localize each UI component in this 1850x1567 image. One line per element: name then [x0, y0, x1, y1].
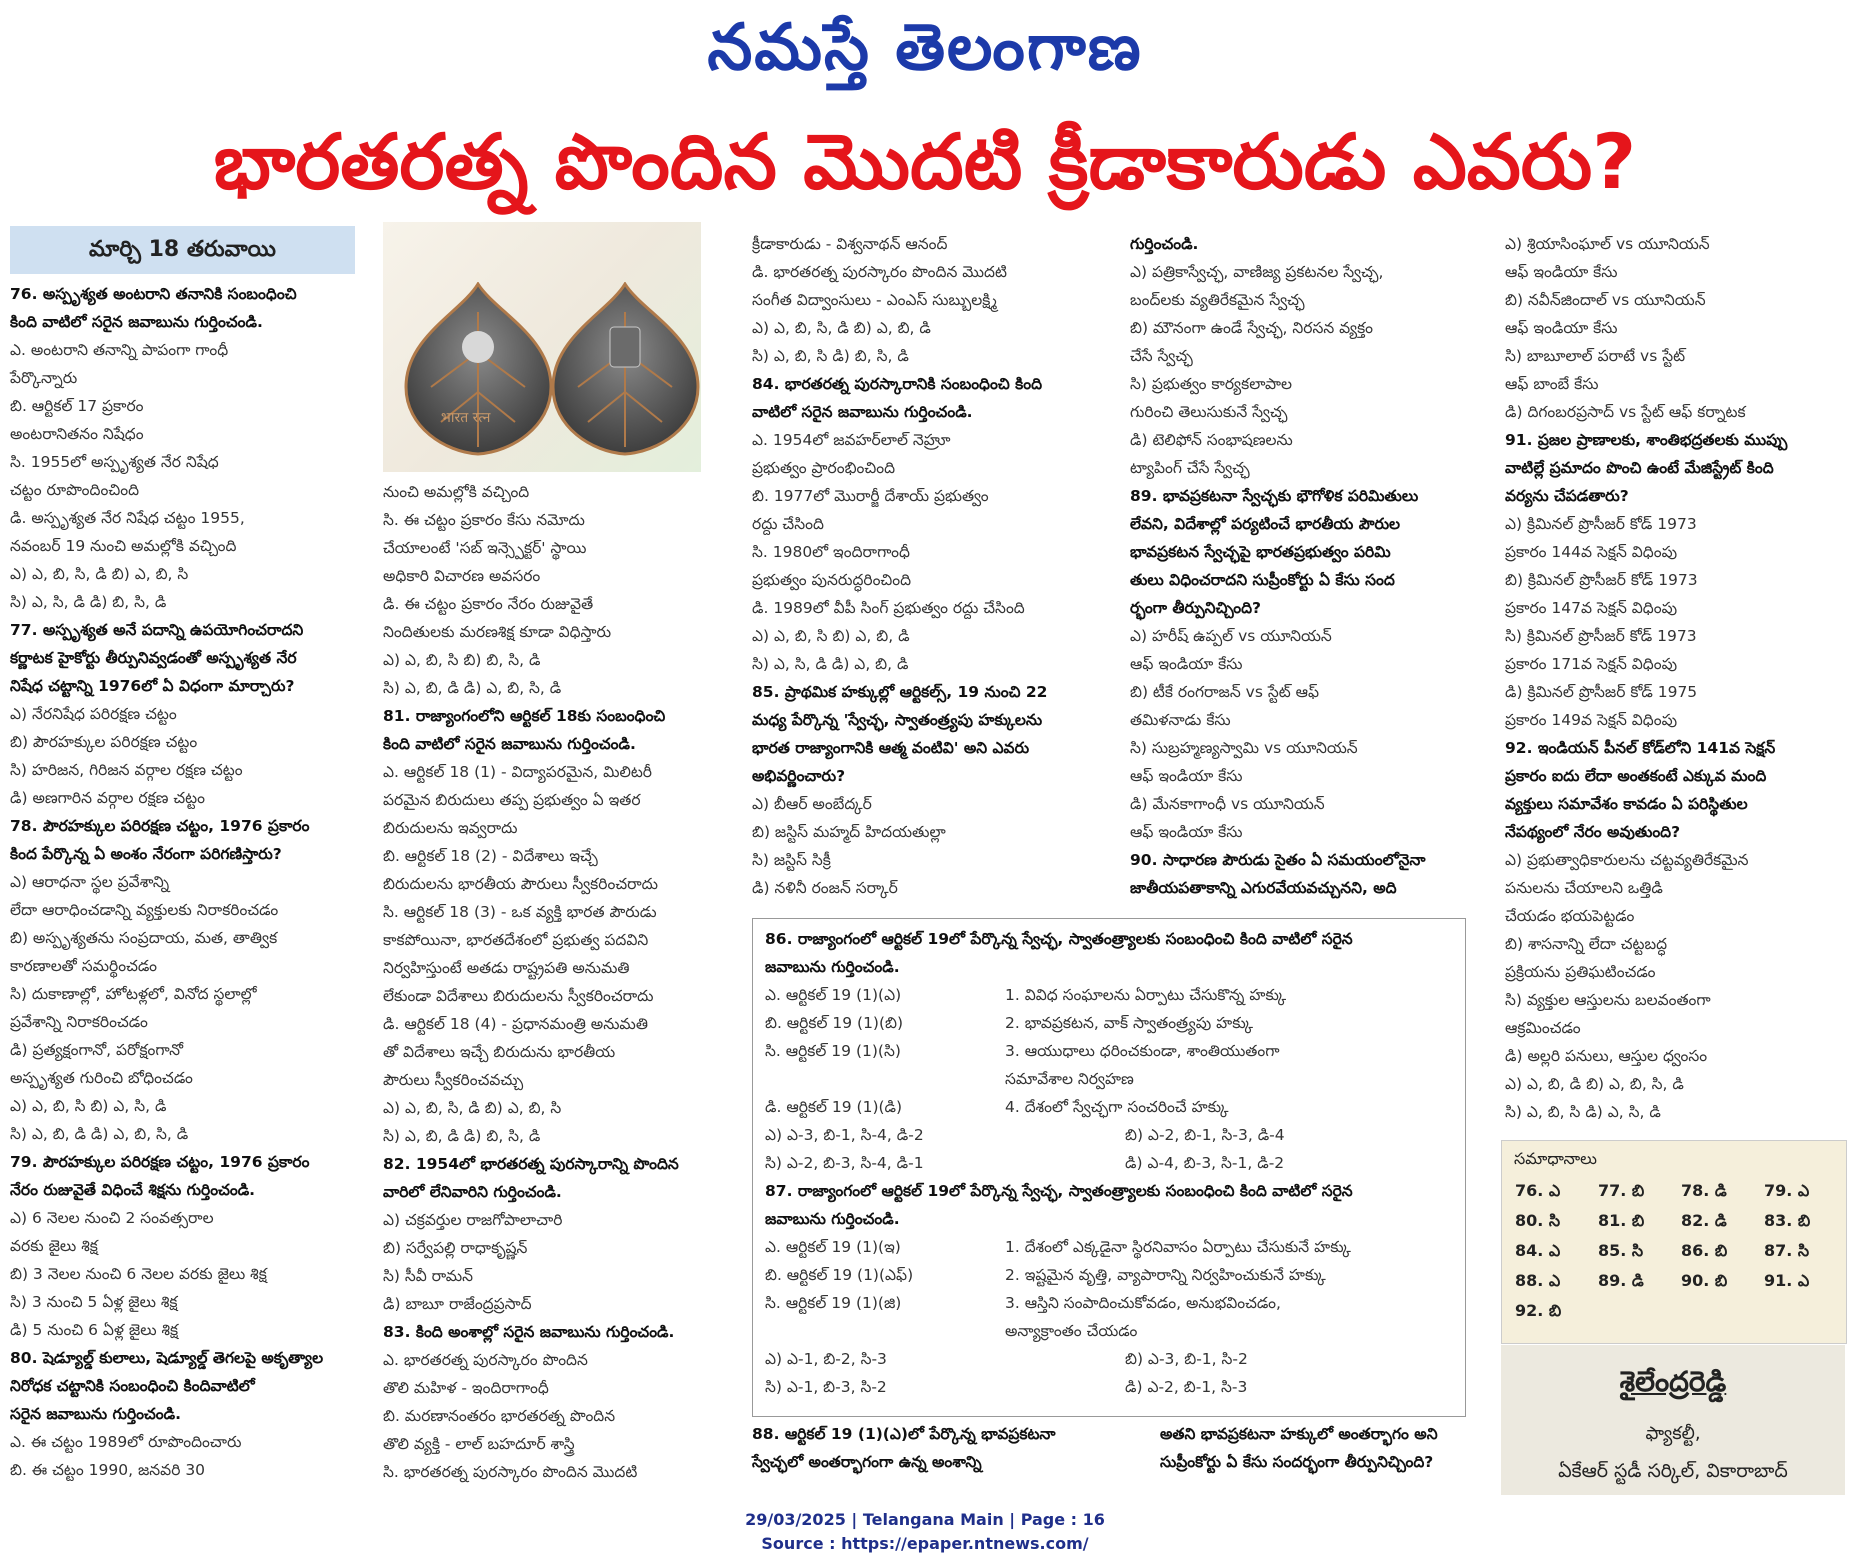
option-text: ఎ) ఎ, బి, సి, డి బి) ఎ, బి, సి: [383, 1099, 562, 1117]
option-text: ప్రభుత్వం ప్రారంభించింది: [752, 459, 896, 477]
option-text: డి) క్రిమినల్ ప్రొసీజర్ కోడ్ 1975: [1505, 683, 1698, 701]
answer-row: [1514, 1296, 1846, 1326]
question-text: అభివర్ణించారు?: [752, 767, 846, 785]
question-text: అతని భావప్రకటనా హక్కులో అంతర్భాగం అని: [1160, 1425, 1438, 1443]
option-text: డి) బాబూ రాజేంద్రప్రసాద్: [383, 1295, 532, 1313]
option-text: డి) మేనకాగాంధీ vs యూనియన్: [1130, 795, 1325, 813]
option-row: [765, 1121, 1455, 1149]
option-text: బి) టీకే రంగరాజన్ vs స్టేట్ ఆఫ్: [1130, 683, 1319, 701]
option-text: సి) బాబూలాల్ పరాటే vs స్టేట్: [1505, 347, 1686, 365]
option-text: సి) జస్టిస్ సిక్రీ: [752, 851, 831, 869]
option-text: బి. ఈ చట్టం 1990, జనవరి 30: [10, 1461, 206, 1479]
option-text: డి) ప్రత్యక్షంగానో, పరోక్షంగానో: [10, 1041, 184, 1059]
option-text: క్రీడాకారుడు - విశ్వనాథన్ ఆనంద్: [752, 235, 948, 253]
answer-row: [1514, 1236, 1846, 1266]
option-text: డి. అస్పృశ్యత నేర నిషేధ చట్టం 1955,: [10, 509, 245, 527]
option-text: ఎ. ఈ చట్టం 1989లో రూపొందించారు: [10, 1433, 242, 1451]
option-text: నిందితులకు మరణశిక్ష కూడా విధిస్తారు: [383, 623, 612, 641]
option-text: సి) ఎ, సి, డి డి) బి, సి, డి: [10, 593, 167, 611]
option-text: ప్రక్రియను ప్రతిఘటించడం: [1505, 963, 1656, 981]
option-cell: [1125, 1121, 1445, 1149]
question-text: 87. రాజ్యాంగంలో ఆర్టికల్ 19లో పేర్కొన్న స్వేచ్ఛ, స్వాతంత్ర్యాలకు సంబంధించి కింది వాటిలో సరైన: [765, 1182, 1353, 1200]
option-text: బి) నవీన్‌జిందాల్ vs యూనియన్: [1505, 291, 1706, 309]
option-text: ఆఫ్ ఇండియా కేసు: [1505, 319, 1618, 337]
option-text: సి. ఈ చట్టం ప్రకారం కేసు నమోదు: [383, 511, 585, 529]
page-headline: భారతరత్న పొందిన మొదటి క్రీడాకారుడు ఎవరు?: [213, 117, 1637, 206]
option-text: డి. ఆర్టికల్ 18 (4) - ప్రధానమంత్రి అనుమతి: [383, 1015, 648, 1033]
question-text: 90. సాధారణ పౌరుడు సైతం ఏ సమయంలోనైనా: [1130, 851, 1426, 869]
match-item: సమావేశాల నిర్వహణ: [1005, 1070, 1134, 1088]
matching-right-column: [1005, 1233, 1445, 1345]
option-text: ఎ) ఎ, బి, సి, డి బి) ఎ, బి, డి: [752, 319, 931, 337]
option-text: ఎ. 1954లో జవహర్‌లాల్ నెహ్రూ: [752, 431, 951, 449]
answer-cell: 80. సి: [1515, 1211, 1561, 1230]
match-item: 1. వివిధ సంఘాలను ఏర్పాటు చేసుకొన్న హక్కు: [1005, 986, 1287, 1004]
option-text: పరమైన బిరుదులు తప్ప ప్రభుత్వం ఏ ఇతర: [383, 791, 641, 809]
option-text: ప్రవేశాన్ని నిరాకరించడం: [10, 1013, 148, 1031]
question-text: కింది వాటిలో సరైన జవాబును గుర్తించండి.: [383, 735, 636, 753]
option-text: సి) సుబ్రహ్మణ్యస్వామి vs యూనియన్: [1130, 739, 1358, 757]
match-item: 2. ఇష్టమైన వృత్తి, వ్యాపారాన్ని నిర్వహించుకునే హక్కు: [1005, 1266, 1326, 1284]
option-text: బి. ఆర్టికల్ 17 ప్రకారం: [10, 397, 144, 415]
option-text: ఎ) ఎ-1, బి-2, సి-3: [765, 1350, 887, 1368]
matching-columns: [765, 981, 1455, 1121]
option-text: ఆఫ్ ఇండియా కేసు: [1505, 263, 1618, 281]
matching-right-column: [1005, 981, 1445, 1121]
author-organization: ఏకేఆర్ స్టడీ సర్కిల్, వికారాబాద్: [1558, 1460, 1788, 1482]
option-text: సి. 1980లో ఇందిరాగాంధీ: [752, 543, 910, 561]
answer-cell: 87. సి: [1764, 1241, 1810, 1260]
option-text: డి. ఈ చట్టం ప్రకారం నేరం రుజువైతే: [383, 595, 594, 613]
option-text: బి) సర్వేపల్లి రాధాకృష్ణన్: [383, 1239, 528, 1257]
option-text: సి) ఎ, బి, డి డి) బి, సి, డి: [383, 1127, 541, 1145]
option-text: బి. 1977లో మొరార్జీ దేశాయ్ ప్రభుత్వం: [752, 487, 989, 505]
match-item: [765, 1065, 1005, 1093]
option-text: బి) జస్టిస్ మహ్మద్ హిదయతుల్లా: [752, 823, 946, 841]
option-text: ఆక్రమించడం: [1505, 1019, 1581, 1037]
match-item: అన్యాక్రాంతం చేయడం: [1005, 1322, 1138, 1340]
option-text: కారణాలతో సమర్థించడం: [10, 957, 157, 975]
footer-date-edition: 29/03/2025 | Telangana Main | Page : 16: [745, 1510, 1105, 1529]
matching-questions-box: [752, 918, 1466, 1417]
option-text: గురించి తెలుసుకునే స్వేచ్ఛ: [1130, 403, 1288, 421]
answer-cell: 82. డి: [1681, 1211, 1727, 1230]
answer-cell: 88. ఎ: [1515, 1271, 1561, 1290]
option-text: డి) నళినీ రంజన్ సర్కార్: [752, 879, 898, 897]
answer-key-title: సమాధానాలు: [1514, 1149, 1597, 1168]
option-text: బి) క్రిమినల్ ప్రొసీజర్ కోడ్ 1973: [1505, 571, 1698, 589]
option-text: ఎ. ఆర్టికల్ 18 (1) - విద్యాపరమైన, మిలిటరీ: [383, 763, 652, 781]
option-text: ఎ) ప్రభుత్వాధికారులను చట్టవ్యతిరేకమైన: [1505, 851, 1749, 869]
option-text: తొలి మహిళ - ఇందిరాగాంధీ: [383, 1379, 549, 1397]
option-text: రద్దు చేసింది: [752, 515, 824, 533]
option-text: ప్రకారం 144వ సెక్షన్ విధింపు: [1505, 543, 1678, 561]
question-text: 79. పౌరహక్కుల పరిరక్షణ చట్టం, 1976 ప్రకారం: [10, 1153, 310, 1171]
footer-source-link[interactable]: Source : https://epaper.ntnews.com/: [761, 1534, 1089, 1553]
option-text: ప్రకారం 171వ సెక్షన్ విధింపు: [1505, 655, 1678, 673]
question-text: జవాబును గుర్తించండి.: [765, 958, 900, 976]
option-text: సి) హరిజన, గిరిజన వర్గాల రక్షణ చట్టం: [10, 761, 243, 779]
question-text: నేరం రుజువైతే విధించే శిక్షను గుర్తించండి.: [10, 1181, 256, 1199]
answer-cell: 79. ఎ: [1764, 1181, 1810, 1200]
answer-key-box: [1501, 1140, 1847, 1344]
question-text: 84. భారతరత్న పురస్కారానికి సంబంధించి కింది: [752, 375, 1043, 393]
question-text: భావప్రకటన స్వేచ్ఛపై భారతప్రభుత్వం పరిమి: [1130, 543, 1391, 561]
option-text: ఎ) 6 నెలల నుంచి 2 సంవత్సరాల: [10, 1209, 214, 1227]
option-text: సి) ప్రభుత్వం కార్యకలాపాల: [1130, 375, 1292, 393]
option-cell: [765, 1373, 1125, 1401]
option-text: ఎ) క్రిమినల్ ప్రొసీజర్ కోడ్ 1973: [1505, 515, 1697, 533]
question-text: నేపథ్యంలో నేరం అవుతుంది?: [1505, 823, 1681, 841]
option-text: సి) వ్యక్తుల ఆస్తులను బలవంతంగా: [1505, 991, 1711, 1009]
question-text: వారిలో లేనివారిని గుర్తించండి.: [383, 1183, 562, 1201]
column-3: [752, 230, 1102, 902]
option-text: సి. భారతరత్న పురస్కారం పొందిన మొదటి: [383, 1463, 638, 1481]
section-date-label: మార్చి 18 తరువాయి: [10, 226, 355, 274]
option-text: వరకు జైలు శిక్ష: [10, 1237, 98, 1255]
option-text: ఎ. అంటరాని తనాన్ని పాపంగా గాంధీ: [10, 341, 229, 359]
question-text: కర్ణాటక హైకోర్టు తీర్పునివ్వడంతో అస్పృశ్యత నేర: [10, 649, 297, 667]
answer-cell: [1680, 1296, 1763, 1326]
option-text: డి) ఎ-2, బి-1, సి-3: [1125, 1378, 1248, 1396]
answer-cell: 90. బి: [1681, 1271, 1728, 1290]
question-text: సరైన జవాబును గుర్తించండి.: [10, 1405, 181, 1423]
option-text: ప్రకారం 149వ సెక్షన్ విధింపు: [1505, 711, 1678, 729]
match-item: 1. దేశంలో ఎక్కడైనా స్థిరనివాసం ఏర్పాటు చేసుకునే హక్కు: [1005, 1238, 1351, 1256]
answer-cell: 78. డి: [1681, 1181, 1727, 1200]
option-text: ఎ) హరీష్ ఉప్పల్ vs యూనియన్: [1130, 627, 1332, 645]
matching-columns: [765, 1233, 1455, 1345]
answer-cell: 91. ఎ: [1764, 1271, 1810, 1290]
option-text: పౌరులు స్వీకరించవచ్చు: [383, 1071, 524, 1089]
question-text: జాతీయపతాకాన్ని ఎగురవేయవచ్చునని, అది: [1130, 879, 1397, 897]
option-text: బి. మరణానంతరం భారతరత్న పొందిన: [383, 1407, 616, 1425]
option-text: సి) సీవీ రామన్: [383, 1267, 474, 1285]
answer-row: [1514, 1206, 1846, 1236]
question-text: 85. ప్రాథమిక హక్కుల్లో ఆర్టికల్స్, 19 నుంచి 22: [752, 683, 1048, 701]
question-text: ప్రకారం ఐదు లేదా అంతకంటే ఎక్కువ మంది: [1505, 767, 1767, 785]
option-text: బి) మౌనంగా ఉండే స్వేచ్ఛ, నిరసన వ్యక్తం: [1130, 319, 1374, 337]
option-text: ఎ) శ్రియాసింఘాల్ vs యూనియన్: [1505, 235, 1710, 253]
option-text: ఎ) ఎ, బి, సి, డి బి) ఎ, బి, సి: [10, 565, 189, 583]
option-text: నిర్వహిస్తుంటే అతడు రాష్ట్రపతి అనుమతి: [383, 959, 630, 977]
option-text: బి) 3 నెలల నుంచి 6 నెలల వరకు జైలు శిక్ష: [10, 1265, 267, 1283]
option-text: ఎ) ఆరాధనా స్థల ప్రవేశాన్ని: [10, 873, 170, 891]
medal-inscription: भारत रत्न: [441, 410, 491, 426]
option-text: తొలి వ్యక్తి - లాల్ బహదూర్ శాస్త్రి: [383, 1435, 575, 1453]
answer-cell: 83. బి: [1764, 1211, 1811, 1230]
answer-row: [1514, 1266, 1846, 1296]
question-text: వర్యను చేపడతారు?: [1505, 487, 1629, 505]
match-item: బి. ఆర్టికల్ 19 (1)(బి): [765, 1014, 904, 1032]
option-cell: [1125, 1373, 1445, 1401]
author-name: శైలేంద్రరెడ్డి: [1619, 1365, 1727, 1398]
question-text: 88. ఆర్టికల్ 19 (1)(ఎ)లో పేర్కొన్న భావప్రకటనా: [752, 1425, 1056, 1443]
option-text: ఎ) ఎ, బి, సి బి) ఎ, బి, డి: [752, 627, 910, 645]
option-text: బి) పౌరహక్కుల పరిరక్షణ చట్టం: [10, 733, 198, 751]
option-text: సి. 1955లో అస్పృశ్యత నేర నిషేధ: [10, 453, 219, 471]
column-1: [10, 280, 360, 1484]
option-text: ఎ) ఎ-3, బి-1, సి-4, డి-2: [765, 1126, 924, 1144]
question-text: భారత రాజ్యాంగానికి ఆత్మ వంటివి' అని ఎవరు: [752, 739, 1030, 757]
option-cell: [765, 1345, 1125, 1373]
option-text: ట్యాపింగ్ చేసే స్వేచ్ఛ: [1130, 459, 1250, 477]
option-text: బి) శాసనాన్ని లేదా చట్టబద్ధ: [1505, 935, 1668, 953]
option-text: ఎ) ఎ, బి, సి బి) ఎ, సి, డి: [10, 1097, 167, 1115]
option-text: ఎ) ఎ, బి, సి బి) బి, సి, డి: [383, 651, 541, 669]
question-text: 80. షెడ్యూల్డ్ కులాలు, షెడ్యూల్డ్ తెగలపై అకృత్యాల: [10, 1349, 324, 1367]
option-cell: [765, 1121, 1125, 1149]
question-text: 83. కింది అంశాల్లో సరైన జవాబును గుర్తించండి.: [383, 1323, 675, 1341]
question-text: 82. 1954లో భారతరత్న పురస్కారాన్ని పొందిన: [383, 1155, 679, 1173]
option-text: ప్రకారం 147వ సెక్షన్ విధింపు: [1505, 599, 1678, 617]
option-text: ఎ) పత్రికాస్వేచ్ఛ, వాణిజ్య ప్రకటనల స్వేచ్ఛ,: [1130, 263, 1384, 281]
question-text: గుర్తించండి.: [1130, 235, 1199, 253]
column-2: [383, 478, 733, 1486]
question-text: 76. అస్పృశ్యత అంటరాని తనానికి సంబంధించి: [10, 285, 297, 303]
option-text: బి. ఆర్టికల్ 18 (2) - విదేశాలు ఇచ్చే: [383, 847, 598, 865]
option-text: పేర్కొన్నారు: [10, 369, 78, 387]
question-text: స్వేచ్ఛలో అంతర్భాగంగా ఉన్న అంశాన్ని: [752, 1453, 982, 1471]
option-text: లేకుండా విదేశాలు బిరుదులను స్వీకరించరాదు: [383, 987, 654, 1005]
match-item: సి. ఆర్టికల్ 19 (1)(సి): [765, 1042, 901, 1060]
option-text: సి) ఎ, బి, సి డి) బి, సి, డి: [752, 347, 909, 365]
option-text: తమిళనాడు కేసు: [1130, 711, 1231, 729]
question-text: తులు విధించరాదని సుప్రీంకోర్టు ఏ కేసు సంద: [1130, 571, 1395, 589]
answer-cell: [1597, 1296, 1680, 1326]
question-text: సుప్రీంకోర్టు ఏ కేసు సందర్భంగా తీర్పునిచ్చింది?: [1160, 1453, 1434, 1471]
option-text: సి. ఆర్టికల్ 18 (3) - ఒక వ్యక్తి భారత పౌరుడు: [383, 903, 657, 921]
option-text: ఆఫ్ ఇండియా కేసు: [1130, 767, 1243, 785]
match-item: 4. దేశంలో స్వేచ్ఛగా సంచరించే హక్కు: [1005, 1098, 1229, 1116]
option-row: [765, 1149, 1455, 1177]
option-text: డి) అణగారిన వర్గాల రక్షణ చట్టం: [10, 789, 206, 807]
option-text: సి) ఎ, బి, సి డి) ఎ, సి, డి: [1505, 1103, 1661, 1121]
option-text: డి) టెలిఫోన్ సంభాషణలను: [1130, 431, 1293, 449]
match-item: [765, 1317, 1005, 1345]
answer-cell: [1763, 1296, 1846, 1326]
bharat-ratna-medal-image: [383, 222, 701, 472]
match-item: 3. ఆస్తిని సంపాదించుకోవడం, అనుభవించడం,: [1005, 1294, 1281, 1312]
option-text: డి) అల్లరి పనులు, ఆస్తుల ధ్వంసం: [1505, 1047, 1708, 1065]
match-item: 3. ఆయుధాలు ధరించకుండా, శాంతియుతంగా: [1005, 1042, 1280, 1060]
match-item: 2. భావప్రకటన, వాక్ స్వాతంత్ర్యపు హక్కు: [1005, 1014, 1253, 1032]
author-box: [1501, 1345, 1845, 1495]
question-text: జవాబును గుర్తించండి.: [765, 1210, 900, 1228]
option-text: సి) దుకాణాల్లో, హోటళ్లలో, వినోద స్థలాల్లో: [10, 985, 257, 1003]
option-text: బిరుదులను ఇవ్వరాదు: [383, 819, 518, 837]
answer-cell: 81. బి: [1598, 1211, 1645, 1230]
medal-back-icon: [548, 282, 703, 457]
option-text: ఎ) బీఆర్ అంబేద్కర్: [752, 795, 872, 813]
option-cell: [1125, 1345, 1445, 1373]
page-footer: [0, 1508, 1850, 1556]
question-text: 78. పౌరహక్కుల పరిరక్షణ చట్టం, 1976 ప్రకారం: [10, 817, 310, 835]
matching-left-column: [765, 981, 1005, 1121]
answer-key-table: [1514, 1176, 1846, 1326]
answer-cell: 84. ఎ: [1515, 1241, 1561, 1260]
option-text: పనులను చేయాలని ఒత్తిడి: [1505, 879, 1663, 897]
option-text: సి) ఎ, బి, డి డి) ఎ, బి, సి, డి: [383, 679, 562, 697]
match-item: ఎ. ఆర్టికల్ 19 (1)(ఇ): [765, 1238, 901, 1256]
column-5: [1505, 230, 1845, 1126]
option-text: బిరుదులను భారతీయ పౌరులు స్వీకరించరాదు: [383, 875, 658, 893]
option-text: సంగీత విద్వాంసులు - ఎంఎస్ సుబ్బులక్ష్మి: [752, 291, 997, 309]
match-item: సి. ఆర్టికల్ 19 (1)(జి): [765, 1294, 902, 1312]
option-text: సి) ఎ, బి, డి డి) ఎ, బి, సి, డి: [10, 1125, 189, 1143]
question-text: 77. అస్పృశ్యత అనే పదాన్ని ఉపయోగించరాదని: [10, 621, 304, 639]
matching-left-column: [765, 1233, 1005, 1345]
option-text: సి) 3 నుంచి 5 ఏళ్ల జైలు శిక్ష: [10, 1293, 178, 1311]
match-item: డి. ఆర్టికల్ 19 (1)(డి): [765, 1098, 903, 1116]
option-text: బి) ఎ-3, బి-1, సి-2: [1125, 1350, 1248, 1368]
option-text: డి) 5 నుంచి 6 ఏళ్ల జైలు శిక్ష: [10, 1321, 179, 1339]
answer-cell: 76. ఎ: [1515, 1181, 1561, 1200]
question-text: నిరోధక చట్టానికి సంబంధించి కిందివాటిలో: [10, 1377, 255, 1395]
question-text: 92. ఇండియన్ పీనల్ కోడ్‌లోని 141వ సెక్షన్: [1505, 739, 1776, 757]
option-text: ఎ) ఎ, బి, డి బి) ఎ, బి, సి, డి: [1505, 1075, 1684, 1093]
question-88-right: [1160, 1420, 1490, 1476]
option-text: నవంబర్ 19 నుంచి అమల్లోకి వచ్చింది: [10, 537, 237, 555]
option-text: బంద్‌లకు వ్యతిరేకమైన స్వేచ్ఛ: [1130, 291, 1305, 309]
question-88-left: [752, 1420, 1112, 1476]
option-text: సి) క్రిమినల్ ప్రొసీజర్ కోడ్ 1973: [1505, 627, 1697, 645]
option-text: చేయడం భయపెట్టడం: [1505, 907, 1635, 925]
option-text: బి) ఎ-2, బి-1, సి-3, డి-4: [1125, 1126, 1285, 1144]
match-item: ఎ. ఆర్టికల్ 19 (1)(ఎ): [765, 986, 902, 1004]
question-text: 81. రాజ్యాంగంలోని ఆర్టికల్ 18కు సంబంధించి: [383, 707, 666, 725]
medal-front-icon: [401, 282, 556, 457]
question-text: ర్భంగా తీర్పునిచ్చింది?: [1130, 599, 1262, 617]
option-text: డి) దిగంబరప్రసాద్ vs స్టేట్ ఆఫ్ కర్నాటక: [1505, 403, 1746, 421]
option-text: ఆఫ్ ఇండియా కేసు: [1130, 823, 1243, 841]
match-item: బి. ఆర్టికల్ 19 (1)(ఎఫ్): [765, 1266, 914, 1284]
question-text: కింద పేర్కొన్న ఏ అంశం నేరంగా పరిగణిస్తారు?: [10, 845, 282, 863]
author-role: ఫ్యాకల్టీ,: [1645, 1423, 1701, 1444]
option-row: [765, 1345, 1455, 1373]
column-4: [1130, 230, 1480, 902]
option-text: లేదా ఆరాధించడాన్ని వ్యక్తులకు నిరాకరించడం: [10, 901, 279, 919]
option-text: సి) ఎ-2, బి-3, సి-4, డి-1: [765, 1154, 924, 1172]
option-text: డి. భారతరత్న పురస్కారం పొందిన మొదటి: [752, 263, 1007, 281]
question-text: వాటిల్లే ప్రమాదం పొంచి ఉంటే మేజిస్ట్రేట్ కింది: [1505, 459, 1774, 477]
answer-cell: 77. బి: [1598, 1181, 1645, 1200]
option-text: సి) ఎ-1, బి-3, సి-2: [765, 1378, 887, 1396]
question-text: లేవని, విదేశాల్లో పర్యటించే భారతీయ పౌరుల: [1130, 515, 1401, 533]
option-text: డి. 1989లో వీపీ సింగ్ ప్రభుత్వం రద్దు చేసింది: [752, 599, 1025, 617]
option-text: బి) అస్పృశ్యతను సంప్రదాయ, మత, తాత్విక: [10, 929, 278, 947]
answer-cell: 85. సి: [1598, 1241, 1644, 1260]
option-text: చేయాలంటే 'సబ్ ఇన్స్పెక్టర్' స్థాయి: [383, 539, 587, 557]
option-text: అస్పృశ్యత గురించి బోధించడం: [10, 1069, 193, 1087]
option-text: సి) ఎ, సి, డి డి) ఎ, బి, డి: [752, 655, 909, 673]
answer-row: [1514, 1176, 1846, 1206]
option-text: నుంచి అమల్లోకి వచ్చింది: [383, 483, 530, 501]
option-cell: [1125, 1149, 1445, 1177]
option-text: డి) ఎ-4, బి-3, సి-1, డి-2: [1125, 1154, 1285, 1172]
question-text: వ్యక్తులు సమావేశం కావడం ఏ పరిస్థితుల: [1505, 795, 1748, 813]
option-text: అంటరానితనం నిషేధం: [10, 425, 144, 443]
matching-questions-content: [765, 925, 1455, 1401]
option-text: చేసే స్వేచ్ఛ: [1130, 347, 1193, 365]
option-text: ఎ) నేరనిషేధ పరిరక్షణ చట్టం: [10, 705, 177, 723]
option-text: కాకపోయినా, భారతదేశంలో ప్రభుత్వ పదవిని: [383, 931, 649, 949]
answer-cell: 92. బి: [1515, 1301, 1562, 1320]
question-text: 89. భావప్రకటనా స్వేచ్ఛకు భౌగోళిక పరిమితులు: [1130, 487, 1419, 505]
option-text: తో విదేశాలు ఇచ్చే బిరుదును భారతీయ: [383, 1043, 616, 1061]
option-text: ఎ) చక్రవర్తుల రాజగోపాలాచారి: [383, 1211, 563, 1229]
option-text: ప్రభుత్వం పునరుద్ధరించింది: [752, 571, 912, 589]
option-text: చట్టం రూపొందించింది: [10, 481, 140, 499]
option-text: ఎ. భారతరత్న పురస్కారం పొందిన: [383, 1351, 588, 1369]
option-text: ఆఫ్ బాంబే కేసు: [1505, 375, 1599, 393]
answer-cell: 89. డి: [1598, 1271, 1644, 1290]
answer-cell: 86. బి: [1681, 1241, 1728, 1260]
question-text: 91. ప్రజల ప్రాణాలకు, శాంతిభద్రతలకు ముప్పు: [1505, 431, 1788, 449]
question-text: 86. రాజ్యాంగంలో ఆర్టికల్ 19లో పేర్కొన్న స్వేచ్ఛ, స్వాతంత్ర్యాలకు సంబంధించి కింది వాటిలో సరైన: [765, 930, 1353, 948]
question-text: నిషేధ చట్టాన్ని 1976లో ఏ విధంగా మార్చారు?: [10, 677, 295, 695]
question-text: కింది వాటిలో సరైన జవాబును గుర్తించండి.: [10, 313, 263, 331]
option-text: అధికారి విచారణ అవసరం: [383, 567, 541, 585]
question-text: వాటిలో సరైన జవాబును గుర్తించండి.: [752, 403, 973, 421]
masthead-logo: నమస్తే తెలంగాణ: [707, 10, 1143, 85]
question-text: మధ్య పేర్కొన్న 'స్వేచ్ఛ, స్వాతంత్ర్యపు హక్కులను: [752, 711, 1043, 729]
option-text: ఆఫ్ ఇండియా కేసు: [1130, 655, 1243, 673]
option-cell: [765, 1149, 1125, 1177]
option-row: [765, 1373, 1455, 1401]
